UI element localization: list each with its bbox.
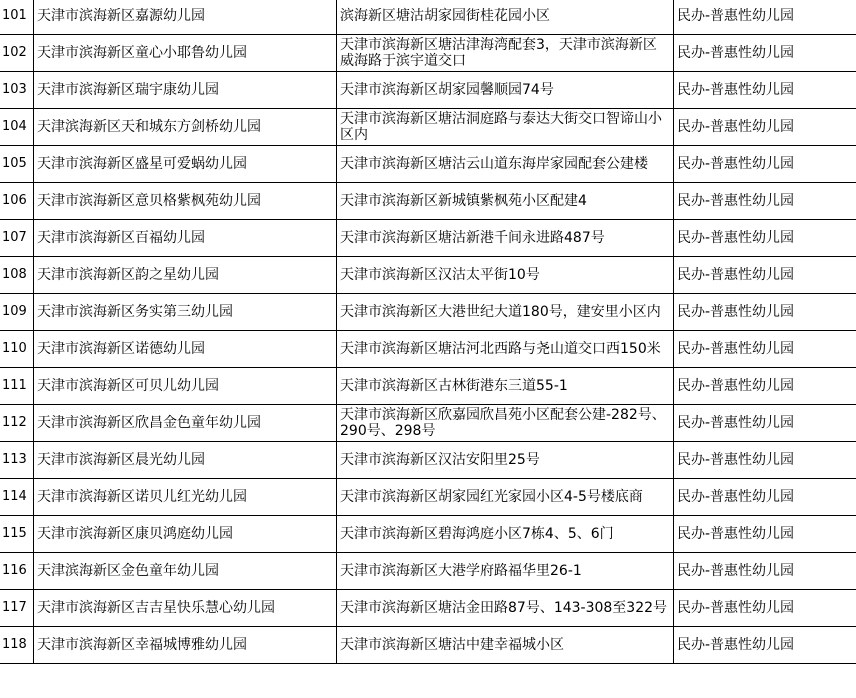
address-cell: 天津市滨海新区胡家园馨顺园74号 (337, 72, 674, 109)
kindergarten-type-cell: 民办-普惠性幼儿园 (674, 146, 856, 183)
kindergarten-type-cell: 民办-普惠性幼儿园 (674, 590, 856, 627)
kindergarten-name-cell: 天津市滨海新区欣昌金色童年幼儿园 (34, 405, 337, 442)
address-cell: 天津市滨海新区塘沽洞庭路与泰达大街交口智谛山小区内 (337, 109, 674, 146)
kindergarten-name-cell: 天津市滨海新区诺贝儿红光幼儿园 (34, 479, 337, 516)
table-row (0, 294, 856, 331)
kindergarten-name-cell: 天津市滨海新区务实第三幼儿园 (34, 294, 337, 331)
table-row (0, 479, 856, 516)
kindergarten-type-cell: 民办-普惠性幼儿园 (674, 257, 856, 294)
address-cell: 天津市滨海新区碧海鸿庭小区7栋4、5、6门 (337, 516, 674, 553)
kindergarten-type-cell: 民办-普惠性幼儿园 (674, 627, 856, 664)
table-row (0, 220, 856, 257)
kindergarten-name-cell: 天津市滨海新区康贝鸿庭幼儿园 (34, 516, 337, 553)
kindergarten-type-cell: 民办-普惠性幼儿园 (674, 0, 856, 35)
kindergarten-type-cell: 民办-普惠性幼儿园 (674, 442, 856, 479)
kindergarten-name-cell: 天津市滨海新区诺德幼儿园 (34, 331, 337, 368)
kindergarten-type-cell: 民办-普惠性幼儿园 (674, 294, 856, 331)
kindergarten-type-cell: 民办-普惠性幼儿园 (674, 405, 856, 442)
address-cell: 天津市滨海新区塘沽新港千间永进路487号 (337, 220, 674, 257)
address-cell: 天津市滨海新区新城镇紫枫苑小区配建4 (337, 183, 674, 220)
kindergarten-name-cell: 天津滨海新区金色童年幼儿园 (34, 553, 337, 590)
kindergarten-name-cell: 天津市滨海新区可贝儿幼儿园 (34, 368, 337, 405)
row-number-cell: 118 (0, 627, 34, 664)
table-row (0, 109, 856, 146)
address-cell: 天津市滨海新区大港学府路福华里26-1 (337, 553, 674, 590)
kindergarten-type-cell: 民办-普惠性幼儿园 (674, 331, 856, 368)
row-number-cell: 105 (0, 146, 34, 183)
row-number-cell: 112 (0, 405, 34, 442)
table-row (0, 331, 856, 368)
address-cell: 天津市滨海新区汉沽太平街10号 (337, 257, 674, 294)
kindergarten-type-cell: 民办-普惠性幼儿园 (674, 553, 856, 590)
table-row (0, 442, 856, 479)
kindergarten-name-cell: 天津市滨海新区晨光幼儿园 (34, 442, 337, 479)
kindergarten-name-cell: 天津市滨海新区韵之星幼儿园 (34, 257, 337, 294)
address-cell: 天津市滨海新区大港世纪大道180号，建安里小区内 (337, 294, 674, 331)
kindergarten-name-cell: 天津滨海新区天和城东方剑桥幼儿园 (34, 109, 337, 146)
address-cell: 天津市滨海新区塘沽津海湾配套3，天津市滨海新区威海路于滨宇道交口 (337, 35, 674, 72)
address-cell: 天津市滨海新区塘沽中建幸福城小区 (337, 627, 674, 664)
row-number-cell: 108 (0, 257, 34, 294)
kindergarten-name-cell: 天津市滨海新区幸福城博雅幼儿园 (34, 627, 337, 664)
address-cell: 天津市滨海新区古林街港东三道55-1 (337, 368, 674, 405)
row-number-cell: 109 (0, 294, 34, 331)
kindergarten-type-cell: 民办-普惠性幼儿园 (674, 109, 856, 146)
table-row (0, 405, 856, 442)
table-row (0, 146, 856, 183)
table-row (0, 183, 856, 220)
row-number-cell: 104 (0, 109, 34, 146)
kindergarten-name-cell: 天津市滨海新区意贝格紫枫苑幼儿园 (34, 183, 337, 220)
row-number-cell: 116 (0, 553, 34, 590)
table-row (0, 627, 856, 664)
address-cell: 天津市滨海新区欣嘉园欣昌苑小区配套公建-282号、290号、298号 (337, 405, 674, 442)
kindergarten-name-cell: 天津市滨海新区百福幼儿园 (34, 220, 337, 257)
row-number-cell: 103 (0, 72, 34, 109)
kindergarten-type-cell: 民办-普惠性幼儿园 (674, 368, 856, 405)
row-number-cell: 110 (0, 331, 34, 368)
table-row (0, 0, 856, 35)
table-row (0, 553, 856, 590)
row-number-cell: 111 (0, 368, 34, 405)
address-cell: 天津市滨海新区胡家园红光家园小区4-5号楼底商 (337, 479, 674, 516)
table-row (0, 35, 856, 72)
row-number-cell: 115 (0, 516, 34, 553)
table-row (0, 590, 856, 627)
kindergarten-name-cell: 天津市滨海新区瑞宇康幼儿园 (34, 72, 337, 109)
row-number-cell: 114 (0, 479, 34, 516)
kindergarten-type-cell: 民办-普惠性幼儿园 (674, 183, 856, 220)
address-cell: 天津市滨海新区汉沽安阳里25号 (337, 442, 674, 479)
kindergarten-type-cell: 民办-普惠性幼儿园 (674, 35, 856, 72)
address-cell: 天津市滨海新区塘沽云山道东海岸家园配套公建楼 (337, 146, 674, 183)
row-number-cell: 113 (0, 442, 34, 479)
row-number-cell: 102 (0, 35, 34, 72)
table-row (0, 368, 856, 405)
address-cell: 天津市滨海新区塘沽河北西路与尧山道交口西150米 (337, 331, 674, 368)
table-row (0, 257, 856, 294)
row-number-cell: 106 (0, 183, 34, 220)
kindergarten-type-cell: 民办-普惠性幼儿园 (674, 516, 856, 553)
address-cell: 天津市滨海新区塘沽金田路87号、143-308至322号 (337, 590, 674, 627)
kindergarten-type-cell: 民办-普惠性幼儿园 (674, 220, 856, 257)
table-row (0, 516, 856, 553)
address-cell: 滨海新区塘沽胡家园街桂花园小区 (337, 0, 674, 35)
table-row (0, 72, 856, 109)
kindergarten-name-cell: 天津市滨海新区吉吉星快乐慧心幼儿园 (34, 590, 337, 627)
kindergarten-name-cell: 天津市滨海新区童心小耶鲁幼儿园 (34, 35, 337, 72)
row-number-cell: 117 (0, 590, 34, 627)
kindergarten-type-cell: 民办-普惠性幼儿园 (674, 72, 856, 109)
row-number-cell: 101 (0, 0, 34, 35)
kindergarten-name-cell: 天津市滨海新区盛星可爱蜗幼儿园 (34, 146, 337, 183)
kindergarten-type-cell: 民办-普惠性幼儿园 (674, 479, 856, 516)
row-number-cell: 107 (0, 220, 34, 257)
kindergarten-name-cell: 天津市滨海新区嘉源幼儿园 (34, 0, 337, 35)
